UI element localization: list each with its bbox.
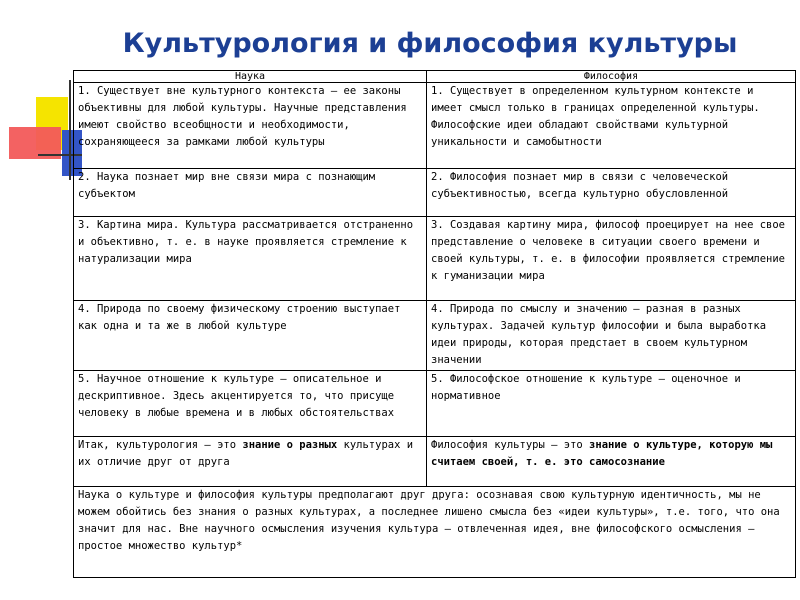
summary-right-bold: знание о культуре, которую мы считаем своей, т. е. это самосознание bbox=[431, 439, 773, 468]
philosophy-cell-3: 3. Создавая картину мира, философ проецирует на нее свое представление о человеке в ситуации своего времени и своей культуры, т. е. в философии проявляется стремление к гуманизации мира bbox=[427, 217, 796, 301]
conclusion-cell: Наука о культуре и философия культуры предполагают друг друга: осознавая свою культурную идентичность, мы не можем обойтись без знания о разных культурах, а последнее лишено смысла без «идеи культуры», т.е. того, что она значит для нас. Вне научного осмысления изучения культура – отвлеченная идея, вне философского осмысления – простое множество культур* bbox=[74, 487, 796, 578]
summary-left-post: культурах и их отличие друг от друга bbox=[78, 439, 414, 468]
science-cell-1: 1. Существует вне культурного контекста — ее законы объективны для любой культуры. Научные представления имеют свойство всеобщности и необходимости, сохраняющееся за рамками любой культуры bbox=[74, 83, 427, 169]
summary-philosophy-of-culture bbox=[427, 437, 796, 487]
science-cell-3: 3. Картина мира. Культура рассматривается отстраненно и объективно, т. е. в науке проявляется стремление к натурализации мира bbox=[74, 217, 427, 301]
summary-right-pre: Философия культуры — это bbox=[431, 439, 590, 451]
philosophy-cell-1: 1. Существует в определенном культурном контексте и имеет смысл только в границах определенной культуры. Философские идеи обладают свойствами культурной уникальности и самобытности bbox=[427, 83, 796, 169]
science-cell-2: 2. Наука познает мир вне связи мира с познающим субъектом bbox=[74, 169, 427, 217]
philosophy-cell-2: 2. Философия познает мир в связи с человеческой субъективностью, всегда культурно обусловленной bbox=[427, 169, 796, 217]
vertical-line bbox=[69, 80, 71, 180]
science-cell-5: 5. Научное отношение к культуре — описательное и дескриптивное. Здесь акцентируется то, что присуще человеку в любые времена и в любых обстоятельствах bbox=[74, 371, 427, 437]
header-science: Наука bbox=[74, 71, 427, 83]
science-cell-4: 4. Природа по своему физическому строению выступает как одна и та же в любой культуре bbox=[74, 301, 427, 371]
comparison-table bbox=[73, 70, 796, 578]
summary-cultural-studies bbox=[74, 437, 427, 487]
summary-left-bold: знание о разных bbox=[242, 439, 338, 451]
slide-title: Культурология и философия культуры bbox=[122, 28, 738, 59]
philosophy-cell-4: 4. Природа по смыслу и значению — разная в разных культурах. Задачей культур философии и была выработка идеи природы, которая предстает в своем культурном значении bbox=[427, 301, 796, 371]
summary-left-pre: Итак, культурология — это bbox=[78, 439, 243, 451]
philosophy-cell-5: 5. Философское отношение к культуре — оценочное и нормативное bbox=[427, 371, 796, 437]
header-philosophy: Философия bbox=[427, 71, 796, 83]
